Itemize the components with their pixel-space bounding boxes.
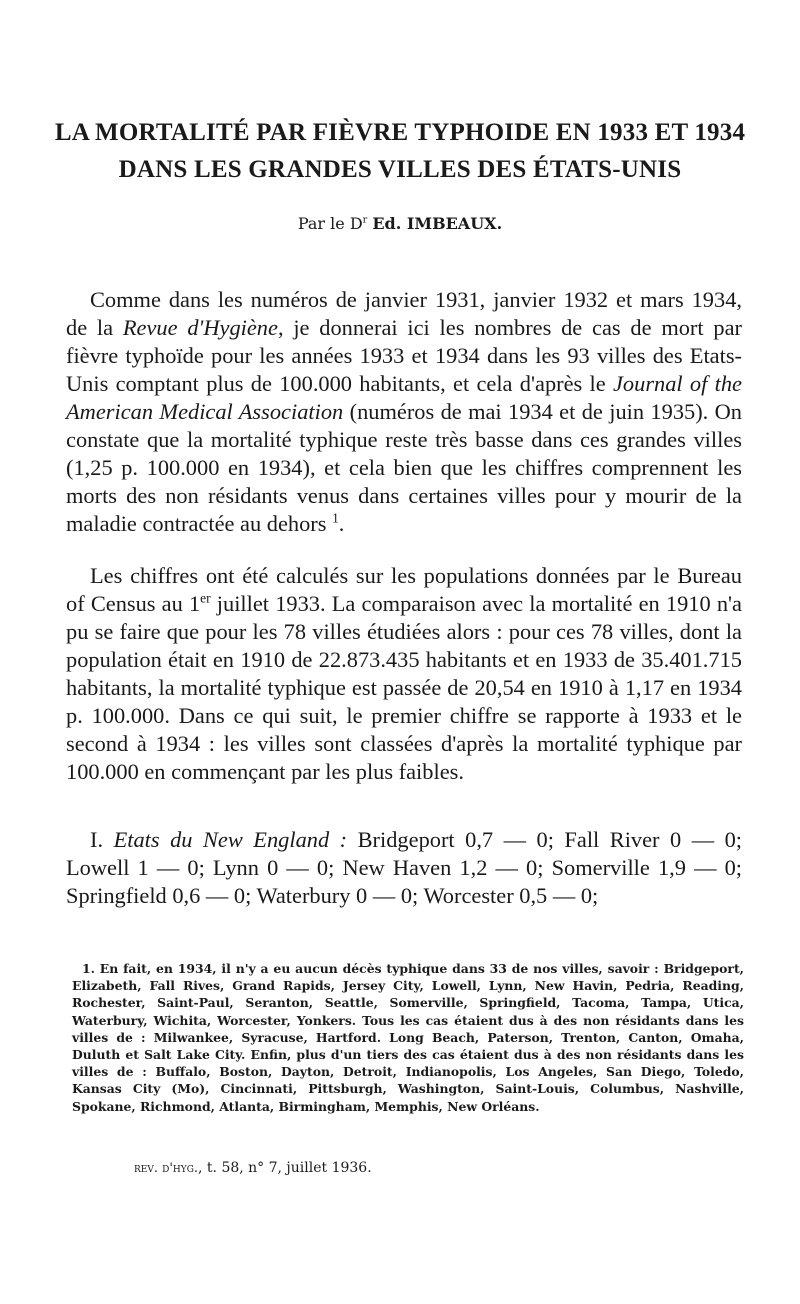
paragraph-new-england (66, 826, 742, 910)
footnote-ref: 1 (332, 510, 339, 526)
footnote: 1. En fait, en 1934, il n'y a eu aucun décès typhique dans 33 de nos villes, savoir : Bridgeport, Elizabeth, Fall Rives, Grand Rapids, Jersey City, Lowell, Lynn, New Havin, Pedria, Reading, Rochester, Saint-Paul, Seranton, Seattle, Somerville, Springfield, Tacoma, Tampa, Utica, Waterbury, Wichita, Worcester, Yonkers. Tous les cas étaient dus à des non résidants dans les villes de : Milwankee, Syracuse, Hartford. Long Beach, Paterson, Trenton, Canton, Omaha, Duluth et Salt Lake City. Enfin, plus d'un tiers des cas étaient dus à des non résidants dans les villes de : Buffalo, Boston, Dayton, Detroit, Indianopolis, Los Angeles, San Diego, Toledo, Kansas City (Mo), Cincinnati, Pittsburgh, Washington, Saint-Louis, Columbus, Nashville, Spokane, Richmond, Atlanta, Birmingham, Memphis, New Orléans. (72, 961, 744, 1114)
issue-details: , t. 58, n° 7, juillet 1936. (198, 1160, 372, 1176)
issue-reference (134, 1160, 372, 1176)
p1-journal-title-1: Revue d'Hygiène (122, 315, 278, 340)
p1-text-a: Comme dans les numéros de janvier 1931, janvier 1932 et mars 1934, de la (66, 287, 742, 340)
byline (0, 214, 800, 233)
title-line-2: DANS LES GRANDES VILLES DES ÉTATS-UNIS (118, 156, 682, 183)
author-name: Ed. IMBEAUX. (372, 214, 503, 233)
p1-text-c: (numéros de mai 1934 et de juin 1935). On constate que la mortalité typhique reste très basse dans ces grandes villes (1,25 p. 100.000 en 1934), et cela bien que les chiffres comprennent les morts des non résidants venus dans certaines villes pour y mourir de la maladie contractée au dehors (66, 399, 743, 536)
p1-text-b: , je donnerai ici les nombres de cas de mort par fièvre typhoïde pour les années 1933 et 1934 dans les 93 villes des Etats-Unis comptant plus de 100.000 habitants, et cela d'après le (66, 315, 742, 396)
byline-prefix: Par le D (297, 214, 363, 233)
p1-journal-title-2: Journal of the American Medical Association (66, 371, 742, 424)
issue-journal: rev. d'hyg. (134, 1161, 199, 1176)
p3-section-title: Etats du New England : (113, 827, 348, 852)
p3-text-b: Bridgeport 0,7 — 0; Fall River 0 — 0; Lowell 1 — 0; Lynn 0 — 0; New Haven 1,2 — 0; Somerville 1,9 — 0; Springfield 0,6 — 0; Waterbury 0 — 0; Worcester 0,5 — 0; (66, 827, 743, 908)
p2-text-a: Les chiffres ont été calculés sur les populations données par le Bureau of Census au 1 (66, 563, 742, 616)
p2-text-b: juillet 1933. La comparaison avec la mortalité en 1910 n'a pu se faire que pour les 78 villes étudiées alors : pour ces 78 villes, dont la population était en 1910 de 22.873.435 habitants et en 1933 de 35.401.715 habitants, la mortalité typhique est passée de 20,54 en 1910 à 1,17 en 1934 p. 100.000. Dans ce qui suit, le premier chiffre se rapporte à 1933 et le second à 1934 : les villes sont classées d'après la mortalité typhique par 100.000 en commençant par les plus faibles. (66, 591, 742, 784)
paragraph-method (66, 562, 742, 786)
p1-text-end: . (338, 511, 345, 536)
p3-text-a: I. (90, 827, 114, 852)
byline-prefix-sup: r (362, 214, 368, 226)
title-line-1: LA MORTALITÉ PAR FIÈVRE TYPHOIDE EN 1933 ET 1934 (54, 119, 746, 146)
p2-sup: er (200, 590, 211, 606)
paragraph-intro (66, 286, 742, 538)
